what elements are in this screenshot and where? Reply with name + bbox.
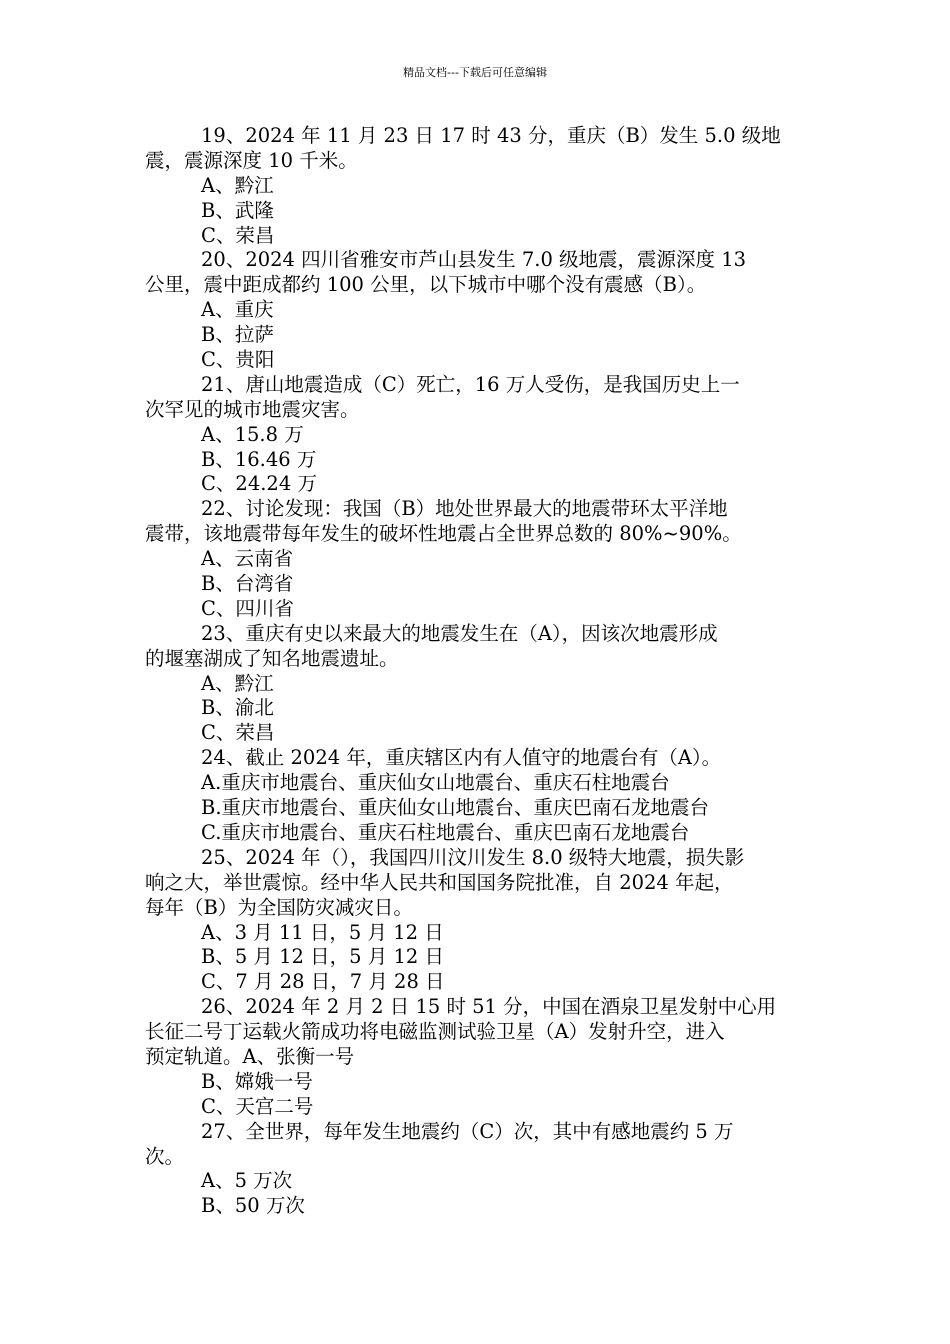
text-line: C、贵阳 — [201, 348, 275, 372]
text-line: A、15.8 万 — [201, 422, 304, 446]
text-line: 26、2024 年 2 月 2 日 15 时 51 分，中国在酒泉卫星发射中心用 — [201, 995, 777, 1019]
text-line: A、黔江 — [201, 173, 274, 197]
text-line: 次。 — [145, 1144, 185, 1168]
text-line: 27、全世界，每年发生地震约（C）次，其中有感地震约 5 万 — [201, 1119, 734, 1143]
page-header: 精品文档---下载后可任意编辑 — [403, 66, 547, 79]
text-line: 震带，该地震带每年发生的破坏性地震占全世界总数的 80%~90%。 — [145, 522, 742, 546]
text-line: 响之大，举世震惊。经中华人民共和国国务院批准，自 2024 年起， — [145, 870, 734, 894]
text-line: B.重庆市地震台、重庆仙女山地震台、重庆巴南石龙地震台 — [201, 796, 710, 820]
text-line: C、荣昌 — [201, 721, 275, 745]
text-line: 预定轨道。A、张衡一号 — [145, 1044, 355, 1068]
text-line: C、天宫二号 — [201, 1094, 314, 1118]
text-line: B、5 月 12 日，5 月 12 日 — [201, 945, 444, 969]
text-line: 21、唐山地震造成（C）死亡，16 万人受伤，是我国历史上一 — [201, 372, 740, 396]
text-line: A、5 万次 — [201, 1169, 293, 1193]
text-line: 25、2024 年（），我国四川汶川发生 8.0 级特大地震，损失影 — [201, 845, 745, 869]
text-line: 23、重庆有史以来最大的地震发生在（A），因该次地震形成 — [201, 621, 718, 645]
text-line: A、云南省 — [201, 547, 294, 571]
text-line: C、荣昌 — [201, 223, 275, 247]
text-line: B、渝北 — [201, 696, 274, 720]
text-line: 20、2024 四川省雅安市芦山县发生 7.0 级地震，震源深度 13 — [201, 248, 747, 272]
text-line: 长征二号丁运载火箭成功将电磁监测试验卫星（A）发射升空，进入 — [145, 1020, 725, 1044]
text-line: 19、2024 年 11 月 23 日 17 时 43 分，重庆（B）发生 5.0 级地 — [201, 124, 781, 147]
text-line: 22、讨论发现：我国（B）地处世界最大的地震带环太平洋地 — [201, 497, 728, 521]
text-line: A.重庆市地震台、重庆仙女山地震台、重庆石柱地震台 — [201, 771, 670, 795]
text-line: C、四川省 — [201, 596, 294, 620]
text-line: A、重庆 — [201, 298, 274, 322]
text-line: 的堰塞湖成了知名地震遗址。 — [145, 646, 399, 670]
document-body — [145, 124, 810, 1219]
text-line: B、武隆 — [201, 198, 274, 222]
text-line: B、50 万次 — [201, 1194, 305, 1218]
text-line: 每年（B）为全国防灾减灾日。 — [145, 895, 413, 919]
text-line: B、嫦娥一号 — [201, 1069, 313, 1093]
text-line: B、台湾省 — [201, 572, 294, 596]
text-line: C、7 月 28 日，7 月 28 日 — [201, 970, 445, 994]
text-line: 震，震源深度 10 千米。 — [145, 148, 358, 172]
text-line: B、16.46 万 — [201, 447, 317, 471]
text-line: 24、截止 2024 年，重庆辖区内有人值守的地震台有（A）。 — [201, 746, 722, 770]
text-line: 公里，震中距成都约 100 公里，以下城市中哪个没有震感（B）。 — [145, 273, 707, 297]
text-line: A、黔江 — [201, 671, 274, 695]
text-line: C、24.24 万 — [201, 472, 317, 496]
text-line: 次罕见的城市地震灾害。 — [145, 397, 360, 421]
text-line: C.重庆市地震台、重庆石柱地震台、重庆巴南石龙地震台 — [201, 820, 690, 844]
text-line: B、拉萨 — [201, 323, 274, 347]
text-line: A、3 月 11 日，5 月 12 日 — [201, 920, 444, 944]
